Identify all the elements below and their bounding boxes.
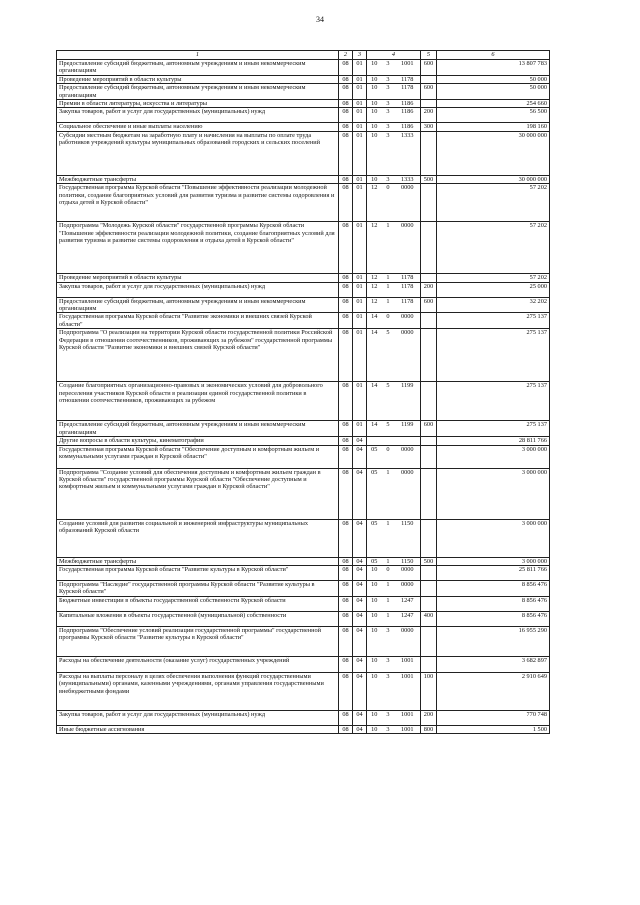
amount-cell: 3 000 000 xyxy=(437,557,550,565)
section-code-cell: 08 xyxy=(339,725,353,733)
subsection-code-cell: 04 xyxy=(353,580,367,596)
section-code-cell: 08 xyxy=(339,445,353,468)
section-code-cell: 08 xyxy=(339,565,353,580)
subsection-code-cell: 04 xyxy=(353,710,367,725)
table-row xyxy=(57,329,550,382)
amount-cell: 32 202 xyxy=(437,297,550,313)
subsection-code-cell: 04 xyxy=(353,565,367,580)
header-cell: 2 xyxy=(339,51,353,60)
amount-cell: 8 856 476 xyxy=(437,596,550,611)
program-code-cell: 05 xyxy=(367,519,382,557)
expense-type-cell xyxy=(421,626,437,656)
program-code-cell xyxy=(367,437,382,445)
program-code-cell: 05 xyxy=(367,557,382,565)
subsection-code-cell: 01 xyxy=(353,274,367,282)
direction-code-cell: 1199 xyxy=(395,382,421,421)
section-code-cell: 08 xyxy=(339,274,353,282)
amount-cell: 30 000 000 xyxy=(437,131,550,175)
row-name-cell: Капитальные вложения в объекты государственной (муниципальной) собственности xyxy=(57,611,339,626)
direction-code-cell: 1150 xyxy=(395,557,421,565)
program-code-cell: 10 xyxy=(367,596,382,611)
subsection-code-cell: 01 xyxy=(353,75,367,83)
program-code-cell: 10 xyxy=(367,60,382,76)
expense-type-cell xyxy=(421,131,437,175)
table-row xyxy=(57,565,550,580)
subsection-code-cell: 04 xyxy=(353,519,367,557)
amount-cell: 275 137 xyxy=(437,329,550,382)
row-name-cell: Закупка товаров, работ и услуг для государственных (муниципальных) нужд xyxy=(57,108,339,123)
table-row xyxy=(57,710,550,725)
amount-cell: 3 000 000 xyxy=(437,445,550,468)
program-code-cell: 12 xyxy=(367,184,382,222)
table-row xyxy=(57,184,550,222)
section-code-cell: 08 xyxy=(339,175,353,183)
amount-cell: 3 000 000 xyxy=(437,519,550,557)
table-row xyxy=(57,131,550,175)
table-row xyxy=(57,382,550,421)
expense-type-cell xyxy=(421,468,437,519)
expense-type-cell xyxy=(421,382,437,421)
program-code-cell: 14 xyxy=(367,382,382,421)
expense-type-cell: 600 xyxy=(421,297,437,313)
table-row xyxy=(57,108,550,123)
subprogram-code-cell: 1 xyxy=(382,282,395,297)
subsection-code-cell: 04 xyxy=(353,437,367,445)
program-code-cell: 05 xyxy=(367,445,382,468)
section-code-cell: 08 xyxy=(339,626,353,656)
table-row xyxy=(57,60,550,76)
row-name-cell: Премии в области литературы, искусства и литературы xyxy=(57,100,339,108)
row-name-cell: Государственная программа Курской области "Развитие экономики и внешних связей Курской области" xyxy=(57,313,339,329)
expense-type-cell xyxy=(421,656,437,672)
expense-type-cell: 500 xyxy=(421,175,437,183)
section-code-cell: 08 xyxy=(339,596,353,611)
program-code-cell: 05 xyxy=(367,468,382,519)
program-code-cell: 10 xyxy=(367,131,382,175)
subprogram-code-cell: 1 xyxy=(382,274,395,282)
table-row xyxy=(57,222,550,274)
table-row xyxy=(57,580,550,596)
amount-cell: 198 160 xyxy=(437,123,550,131)
section-code-cell: 08 xyxy=(339,297,353,313)
amount-cell: 275 137 xyxy=(437,421,550,437)
subsection-code-cell: 04 xyxy=(353,611,367,626)
table-header-row xyxy=(57,51,550,60)
direction-code-cell: 0000 xyxy=(395,580,421,596)
direction-code-cell: 1247 xyxy=(395,596,421,611)
header-cell: 1 xyxy=(57,51,339,60)
direction-code-cell: 1001 xyxy=(395,656,421,672)
section-code-cell: 08 xyxy=(339,656,353,672)
direction-code-cell: 1150 xyxy=(395,519,421,557)
section-code-cell: 08 xyxy=(339,437,353,445)
section-code-cell: 08 xyxy=(339,557,353,565)
expense-type-cell: 300 xyxy=(421,123,437,131)
subsection-code-cell: 01 xyxy=(353,282,367,297)
direction-code-cell: 1178 xyxy=(395,282,421,297)
subprogram-code-cell: 1 xyxy=(382,468,395,519)
program-code-cell: 10 xyxy=(367,611,382,626)
table-row xyxy=(57,672,550,710)
direction-code-cell: 0000 xyxy=(395,222,421,274)
header-cell: 3 xyxy=(353,51,367,60)
amount-cell: 13 807 783 xyxy=(437,60,550,76)
subprogram-code-cell: 5 xyxy=(382,329,395,382)
subprogram-code-cell: 3 xyxy=(382,123,395,131)
section-code-cell: 08 xyxy=(339,75,353,83)
table-row xyxy=(57,297,550,313)
subprogram-code-cell: 0 xyxy=(382,313,395,329)
program-code-cell: 10 xyxy=(367,672,382,710)
subprogram-code-cell: 0 xyxy=(382,184,395,222)
table-row xyxy=(57,557,550,565)
direction-code-cell: 1186 xyxy=(395,108,421,123)
expense-type-cell: 600 xyxy=(421,421,437,437)
amount-cell: 57 202 xyxy=(437,222,550,274)
section-code-cell: 08 xyxy=(339,184,353,222)
row-name-cell: Предоставление субсидий бюджетным, автономным учреждениям и иным некоммерческим организациям xyxy=(57,84,339,100)
subprogram-code-cell: 3 xyxy=(382,725,395,733)
expense-type-cell xyxy=(421,580,437,596)
expense-type-cell xyxy=(421,329,437,382)
subsection-code-cell: 04 xyxy=(353,656,367,672)
section-code-cell: 08 xyxy=(339,421,353,437)
expense-type-cell: 100 xyxy=(421,672,437,710)
row-name-cell: Расходы на выплаты персоналу в целях обеспечения выполнения функций государственными (муниципальными) органами, казенными учреждениями, органами управления государственными внебюджетными фондами xyxy=(57,672,339,710)
row-name-cell: Другие вопросы в области культуры, кинематографии xyxy=(57,437,339,445)
amount-cell: 3 000 000 xyxy=(437,468,550,519)
section-code-cell: 08 xyxy=(339,84,353,100)
expense-type-cell xyxy=(421,596,437,611)
table-row xyxy=(57,626,550,656)
program-code-cell: 12 xyxy=(367,297,382,313)
table-row xyxy=(57,468,550,519)
row-name-cell: Государственная программа Курской области "Повышение эффективности реализации молодежной политики, создание благоприятных условий для развития туризма и развитие системы оздоровления и отдыха детей в Курской области" xyxy=(57,184,339,222)
subprogram-code-cell: 1 xyxy=(382,611,395,626)
subprogram-code-cell: 1 xyxy=(382,557,395,565)
program-code-cell: 14 xyxy=(367,329,382,382)
subsection-code-cell: 04 xyxy=(353,557,367,565)
subsection-code-cell: 01 xyxy=(353,421,367,437)
table-row xyxy=(57,519,550,557)
direction-code-cell: 1001 xyxy=(395,710,421,725)
program-code-cell: 10 xyxy=(367,100,382,108)
direction-code-cell: 0000 xyxy=(395,329,421,382)
row-name-cell: Межбюджетные трансферты xyxy=(57,557,339,565)
program-code-cell: 10 xyxy=(367,626,382,656)
subprogram-code-cell: 3 xyxy=(382,710,395,725)
subprogram-code-cell: 0 xyxy=(382,445,395,468)
amount-cell: 57 202 xyxy=(437,184,550,222)
program-code-cell: 12 xyxy=(367,282,382,297)
subsection-code-cell: 01 xyxy=(353,175,367,183)
table-row xyxy=(57,282,550,297)
table-row xyxy=(57,725,550,733)
row-name-cell: Расходы на обеспечение деятельности (оказание услуг) государственных учреждений xyxy=(57,656,339,672)
section-code-cell: 08 xyxy=(339,100,353,108)
section-code-cell: 08 xyxy=(339,282,353,297)
table-row xyxy=(57,445,550,468)
row-name-cell: Государственная программа Курской области "Развитие культуры в Курской области" xyxy=(57,565,339,580)
amount-cell: 2 910 649 xyxy=(437,672,550,710)
direction-code-cell: 1333 xyxy=(395,131,421,175)
section-code-cell: 08 xyxy=(339,329,353,382)
amount-cell: 50 000 xyxy=(437,75,550,83)
subprogram-code-cell: 3 xyxy=(382,131,395,175)
amount-cell: 28 811 766 xyxy=(437,437,550,445)
amount-cell: 25 811 766 xyxy=(437,565,550,580)
subsection-code-cell: 01 xyxy=(353,84,367,100)
subprogram-code-cell: 3 xyxy=(382,672,395,710)
expense-type-cell xyxy=(421,565,437,580)
direction-code-cell: 1001 xyxy=(395,672,421,710)
header-cell: 4 xyxy=(367,51,421,60)
subprogram-code-cell: 3 xyxy=(382,656,395,672)
direction-code-cell: 1199 xyxy=(395,421,421,437)
row-name-cell: Подпрограмма "Обеспечение условий реализации государственной программы" государственной программы Курской области "Развитие культуры в Курской области" xyxy=(57,626,339,656)
row-name-cell: Подпрограмма "Создание условий для обеспечения доступным и комфортным жильем граждан в Курской области" государственной программы Курской области "Обеспечение доступным и комфортным жильем и коммунальными услугами граждан в Курской области" xyxy=(57,468,339,519)
section-code-cell: 08 xyxy=(339,580,353,596)
expense-type-cell: 600 xyxy=(421,60,437,76)
direction-code-cell: 1178 xyxy=(395,75,421,83)
row-name-cell: Подпрограмма "Наследие" государственной программы Курской области "Развитие культуры в Курской области" xyxy=(57,580,339,596)
subprogram-code-cell: 3 xyxy=(382,626,395,656)
row-name-cell: Закупка товаров, работ и услуг для государственных (муниципальных) нужд xyxy=(57,282,339,297)
header-cell: 6 xyxy=(437,51,550,60)
amount-cell: 770 748 xyxy=(437,710,550,725)
expense-type-cell: 600 xyxy=(421,84,437,100)
direction-code-cell: 0000 xyxy=(395,313,421,329)
subsection-code-cell: 01 xyxy=(353,184,367,222)
direction-code-cell: 1186 xyxy=(395,100,421,108)
amount-cell: 57 202 xyxy=(437,274,550,282)
subsection-code-cell: 01 xyxy=(353,313,367,329)
row-name-cell: Создание благоприятных организационно-правовых и экономических условий для добровольного переселения участников Курской области в реализации единой государственной политики в отношении соотечественников, проживающих за рубежом xyxy=(57,382,339,421)
subsection-code-cell: 01 xyxy=(353,100,367,108)
subsection-code-cell: 01 xyxy=(353,60,367,76)
subsection-code-cell: 01 xyxy=(353,108,367,123)
amount-cell: 56 500 xyxy=(437,108,550,123)
direction-code-cell: 0000 xyxy=(395,445,421,468)
expense-type-cell: 200 xyxy=(421,710,437,725)
program-code-cell: 10 xyxy=(367,175,382,183)
direction-code-cell: 1247 xyxy=(395,611,421,626)
direction-code-cell: 1001 xyxy=(395,725,421,733)
row-name-cell: Бюджетные инвестиции в объекты государственной собственности Курской области xyxy=(57,596,339,611)
program-code-cell: 10 xyxy=(367,108,382,123)
amount-cell: 25 000 xyxy=(437,282,550,297)
program-code-cell: 10 xyxy=(367,123,382,131)
amount-cell: 16 955 290 xyxy=(437,626,550,656)
section-code-cell: 08 xyxy=(339,108,353,123)
section-code-cell: 08 xyxy=(339,672,353,710)
program-code-cell: 10 xyxy=(367,710,382,725)
program-code-cell: 14 xyxy=(367,313,382,329)
program-code-cell: 10 xyxy=(367,656,382,672)
subprogram-code-cell: 5 xyxy=(382,421,395,437)
expense-type-cell xyxy=(421,184,437,222)
row-name-cell: Проведение мероприятий в области культуры xyxy=(57,75,339,83)
subsection-code-cell: 01 xyxy=(353,123,367,131)
subsection-code-cell: 04 xyxy=(353,445,367,468)
subsection-code-cell: 01 xyxy=(353,297,367,313)
subprogram-code-cell: 1 xyxy=(382,596,395,611)
program-code-cell: 12 xyxy=(367,222,382,274)
row-name-cell: Иные бюджетные ассигнования xyxy=(57,725,339,733)
program-code-cell: 10 xyxy=(367,565,382,580)
expense-type-cell xyxy=(421,75,437,83)
amount-cell: 8 856 476 xyxy=(437,611,550,626)
subprogram-code-cell: 1 xyxy=(382,222,395,274)
subprogram-code-cell: 3 xyxy=(382,60,395,76)
subsection-code-cell: 04 xyxy=(353,596,367,611)
table-row xyxy=(57,123,550,131)
section-code-cell: 08 xyxy=(339,60,353,76)
subprogram-code-cell: 3 xyxy=(382,108,395,123)
table-row xyxy=(57,313,550,329)
section-code-cell: 08 xyxy=(339,131,353,175)
direction-code-cell: 1186 xyxy=(395,123,421,131)
subprogram-code-cell xyxy=(382,437,395,445)
row-name-cell: Проведение мероприятий в области культуры xyxy=(57,274,339,282)
row-name-cell: Межбюджетные трансферты xyxy=(57,175,339,183)
amount-cell: 254 660 xyxy=(437,100,550,108)
subsection-code-cell: 04 xyxy=(353,672,367,710)
expense-type-cell xyxy=(421,445,437,468)
program-code-cell: 10 xyxy=(367,580,382,596)
expense-type-cell xyxy=(421,222,437,274)
budget-table xyxy=(56,50,550,734)
row-name-cell: Закупка товаров, работ и услуг для государственных (муниципальных) нужд xyxy=(57,710,339,725)
row-name-cell: Подпрограмма "О реализации на территории Курской области государственной политики Российской Федерации в отношении соотечественников, проживающих за рубежом" государственной программы Курской области "Развитие экономики и внешних связей Курской области" xyxy=(57,329,339,382)
row-name-cell: Государственная программа Курской области "Обеспечение доступным и комфортным жильем и коммунальными услугами граждан в Курской области" xyxy=(57,445,339,468)
expense-type-cell xyxy=(421,519,437,557)
subprogram-code-cell: 3 xyxy=(382,100,395,108)
section-code-cell: 08 xyxy=(339,519,353,557)
row-name-cell: Подпрограмма "Молодежь Курской области" государственной программы Курской области "Повышение эффективности реализации молодежной политики, создание благоприятных условий для развития туризма и развитие системы оздоровления и отдыха детей в Курской области" xyxy=(57,222,339,274)
table-row xyxy=(57,611,550,626)
expense-type-cell: 200 xyxy=(421,282,437,297)
direction-code-cell: 0000 xyxy=(395,184,421,222)
expense-type-cell: 500 xyxy=(421,557,437,565)
expense-type-cell: 800 xyxy=(421,725,437,733)
program-code-cell: 10 xyxy=(367,725,382,733)
expense-type-cell xyxy=(421,313,437,329)
direction-code-cell: 1178 xyxy=(395,84,421,100)
table-row xyxy=(57,100,550,108)
table-row xyxy=(57,656,550,672)
amount-cell: 50 000 xyxy=(437,84,550,100)
subprogram-code-cell: 1 xyxy=(382,297,395,313)
direction-code-cell: 1178 xyxy=(395,297,421,313)
subsection-code-cell: 01 xyxy=(353,382,367,421)
subprogram-code-cell: 1 xyxy=(382,519,395,557)
program-code-cell: 10 xyxy=(367,75,382,83)
subsection-code-cell: 04 xyxy=(353,626,367,656)
section-code-cell: 08 xyxy=(339,123,353,131)
subsection-code-cell: 01 xyxy=(353,131,367,175)
subsection-code-cell: 04 xyxy=(353,468,367,519)
page-number: 34 xyxy=(316,15,324,24)
expense-type-cell xyxy=(421,100,437,108)
direction-code-cell: 1001 xyxy=(395,60,421,76)
subsection-code-cell: 01 xyxy=(353,222,367,274)
expense-type-cell: 200 xyxy=(421,108,437,123)
expense-type-cell xyxy=(421,274,437,282)
row-name-cell: Предоставление субсидий бюджетным, автономным учреждениям и иным некоммерческим организациям xyxy=(57,421,339,437)
subsection-code-cell: 04 xyxy=(353,725,367,733)
table-row xyxy=(57,437,550,445)
program-code-cell: 12 xyxy=(367,274,382,282)
section-code-cell: 08 xyxy=(339,611,353,626)
table-row xyxy=(57,274,550,282)
direction-code-cell: 1333 xyxy=(395,175,421,183)
subprogram-code-cell: 3 xyxy=(382,75,395,83)
section-code-cell: 08 xyxy=(339,382,353,421)
subprogram-code-cell: 3 xyxy=(382,175,395,183)
table-row xyxy=(57,596,550,611)
row-name-cell: Предоставление субсидий бюджетным, автономным учреждениям и иным некоммерческим организациям xyxy=(57,297,339,313)
row-name-cell: Создание условий для развития социальной и инженерной инфраструктуры муниципальных образований Курской области xyxy=(57,519,339,557)
row-name-cell: Социальное обеспечение и иные выплаты населению xyxy=(57,123,339,131)
row-name-cell: Субсидии местным бюджетам на заработную плату и начисления на выплаты по оплате труда работников учреждений культуры муниципальных образований городских и сельских поселений xyxy=(57,131,339,175)
table-row xyxy=(57,421,550,437)
table-row xyxy=(57,75,550,83)
subprogram-code-cell: 1 xyxy=(382,580,395,596)
subprogram-code-cell: 5 xyxy=(382,382,395,421)
program-code-cell: 10 xyxy=(367,84,382,100)
section-code-cell: 08 xyxy=(339,710,353,725)
section-code-cell: 08 xyxy=(339,468,353,519)
subsection-code-cell: 01 xyxy=(353,329,367,382)
direction-code-cell: 0000 xyxy=(395,626,421,656)
amount-cell: 30 000 000 xyxy=(437,175,550,183)
direction-code-cell: 0000 xyxy=(395,565,421,580)
direction-code-cell xyxy=(395,437,421,445)
amount-cell: 8 856 476 xyxy=(437,580,550,596)
subprogram-code-cell: 3 xyxy=(382,84,395,100)
direction-code-cell: 1178 xyxy=(395,274,421,282)
expense-type-cell xyxy=(421,437,437,445)
section-code-cell: 08 xyxy=(339,313,353,329)
row-name-cell: Предоставление субсидий бюджетным, автономным учреждениям и иным некоммерческим организациям xyxy=(57,60,339,76)
subprogram-code-cell: 0 xyxy=(382,565,395,580)
expense-type-cell: 400 xyxy=(421,611,437,626)
table-row xyxy=(57,84,550,100)
direction-code-cell: 0000 xyxy=(395,468,421,519)
amount-cell: 275 137 xyxy=(437,382,550,421)
header-cell: 5 xyxy=(421,51,437,60)
table-row xyxy=(57,175,550,183)
section-code-cell: 08 xyxy=(339,222,353,274)
program-code-cell: 14 xyxy=(367,421,382,437)
amount-cell: 3 682 897 xyxy=(437,656,550,672)
amount-cell: 1 500 xyxy=(437,725,550,733)
amount-cell: 275 137 xyxy=(437,313,550,329)
